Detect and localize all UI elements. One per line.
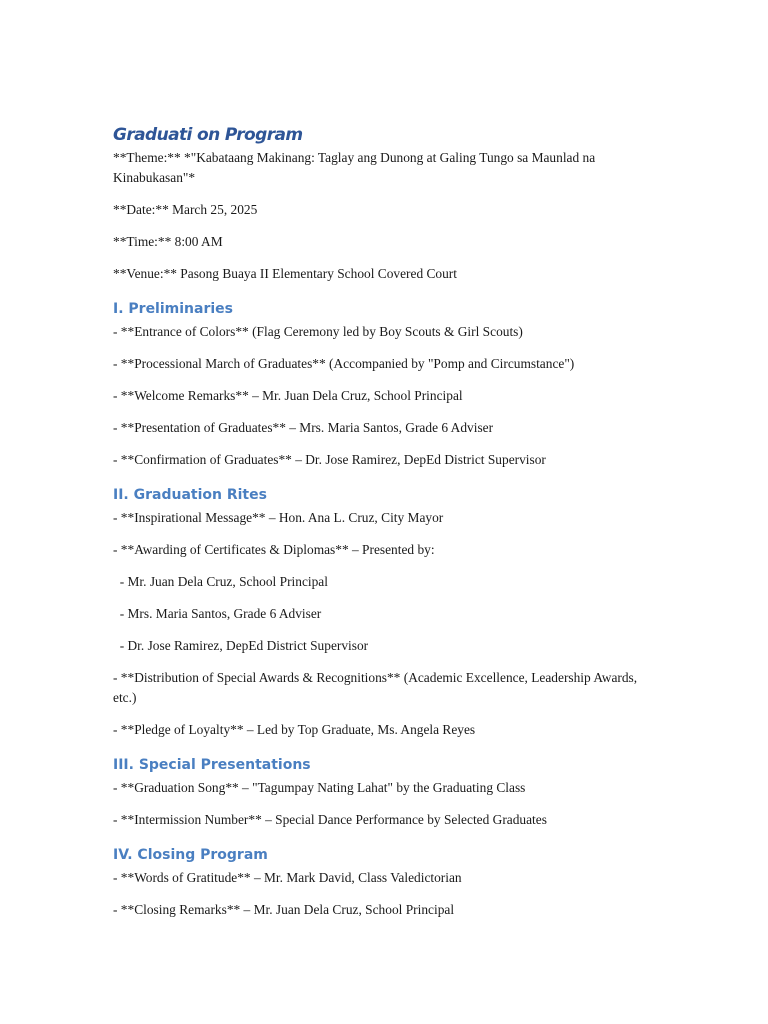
list-item: - **Words of Gratitude** – Mr. Mark David, Class Valedictorian: [113, 870, 462, 885]
list-item: - Mr. Juan Dela Cruz, School Principal: [113, 574, 328, 589]
list-item: - **Closing Remarks** – Mr. Juan Dela Cruz, School Principal: [113, 902, 455, 917]
list-item: - **Welcome Remarks** – Mr. Juan Dela Cruz, School Principal: [113, 388, 463, 403]
section-heading-special-presentations: III. Special Presentations: [113, 757, 311, 773]
theme-line: **Theme:** *"Kabataang Makinang: Taglay ang Dunong at Galing Tungo sa Maunlad na Kinabukasan"*: [113, 150, 599, 185]
list-item: - **Entrance of Colors** (Flag Ceremony led by Boy Scouts & Girl Scouts): [113, 324, 523, 339]
section-heading-preliminaries: I. Preliminaries: [113, 301, 233, 317]
list-item: - Dr. Jose Ramirez, DepEd District Supervisor: [113, 638, 369, 653]
list-item: - Mrs. Maria Santos, Grade 6 Adviser: [113, 606, 322, 621]
section-heading-closing-program: IV. Closing Program: [113, 847, 268, 863]
list-item: - **Presentation of Graduates** – Mrs. Maria Santos, Grade 6 Adviser: [113, 420, 494, 435]
list-item: - **Awarding of Certificates & Diplomas** – Presented by:: [113, 542, 435, 557]
list-item: - **Graduation Song** – "Tagumpay Nating Lahat" by the Graduating Class: [113, 780, 526, 795]
list-item: - **Pledge of Loyalty** – Led by Top Graduate, Ms. Angela Reyes: [113, 722, 476, 737]
page-title: Graduati on Program: [113, 125, 303, 145]
list-item: - **Inspirational Message** – Hon. Ana L. Cruz, City Mayor: [113, 510, 444, 525]
document-content: [113, 122, 653, 932]
time-line: **Time:** 8:00 AM: [113, 234, 223, 249]
venue-line: **Venue:** Pasong Buaya II Elementary School Covered Court: [113, 266, 457, 281]
list-item: - **Confirmation of Graduates** – Dr. Jose Ramirez, DepEd District Supervisor: [113, 452, 546, 467]
list-item: - **Distribution of Special Awards & Recognitions** (Academic Excellence, Leadership Awards, etc.): [113, 670, 641, 705]
list-item: - **Intermission Number** – Special Dance Performance by Selected Graduates: [113, 812, 547, 827]
list-item: - **Processional March of Graduates** (Accompanied by "Pomp and Circumstance"): [113, 356, 575, 371]
date-line: **Date:** March 25, 2025: [113, 202, 258, 217]
section-heading-graduation-rites: II. Graduation Rites: [113, 487, 267, 503]
